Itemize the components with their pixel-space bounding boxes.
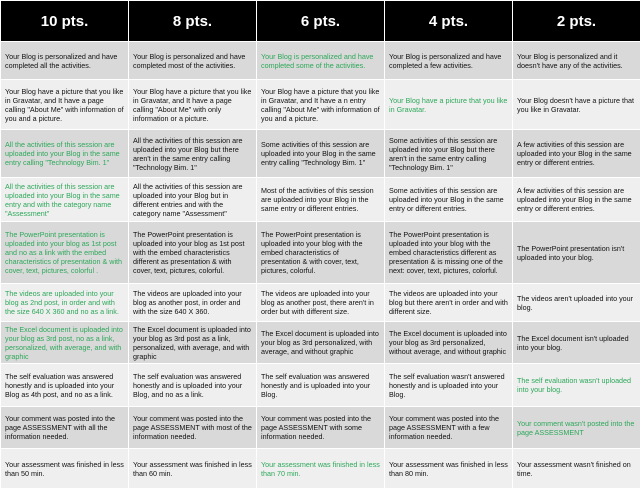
table-cell: Your Blog have a picture that you like in Gravatar, and It have a page calling "About Me" with information of you and a picture.	[1, 80, 129, 130]
table-cell: The PowerPoint presentation isn't uploaded into your blog.	[513, 222, 640, 284]
table-cell: The Excel document is uploaded into your blog as 3rd personalized, with average, and without graphic	[257, 322, 385, 364]
table-cell: The videos are uploaded into your blog but there aren't in order and with different size.	[385, 284, 513, 322]
table-cell: The self evaluation was answered honestly and is uploaded into your Blog, and no as a link.	[129, 364, 257, 407]
table-cell: Your comment wasn't posted into the page ASSESSMENT	[513, 407, 640, 449]
table-cell: All the activities of this session are uploaded into your Blog but there aren't in the same entry calling "Technology Bim. 1"	[129, 130, 257, 178]
header-2-pts: 2 pts.	[513, 1, 640, 42]
table-row	[1, 178, 640, 222]
table-cell: The PowerPoint presentation is uploaded into your blog with the embed characteristics of presentation & with cover, text, pictures, colorful.	[257, 222, 385, 284]
table-cell: All the activities of this session are uploaded into your Blog in the same entry calling "Technology Bim. 1"	[1, 130, 129, 178]
table-cell: The Excel document isn't uploaded into your blog.	[513, 322, 640, 364]
table-cell: The PowerPoint presentation is uploaded into your blog as 1st post and no as a link with the embed characteristics of presentation & with cover, text, pictures, colorful .	[1, 222, 129, 284]
table-row	[1, 284, 640, 322]
table-cell: Your Blog have a picture that you like in Gravatar, and It have a n entry calling "About Me" with information of you and a picture.	[257, 80, 385, 130]
table-cell: Your assessment was finished in less than 60 min.	[129, 449, 257, 489]
table-cell: Your Blog is personalized and have completed most of the activities.	[129, 42, 257, 80]
table-cell: Your comment was posted into the page ASSESSMENT with all the information needed.	[1, 407, 129, 449]
table-row	[1, 222, 640, 284]
table-cell: Your Blog have a picture that you like in Gravatar, and It have a page calling "About Me" with only information or a picture.	[129, 80, 257, 130]
table-cell: Your assessment wasn't finished on time.	[513, 449, 640, 489]
header-6-pts: 6 pts.	[257, 1, 385, 42]
table-cell: The self evaluation was answered honestly and is uploaded into your Blog as 4th post, and no as a link.	[1, 364, 129, 407]
table-cell: Some activities of this session are uploaded into your Blog in the same entry or different entries.	[385, 178, 513, 222]
table-cell: A few activities of this session are uploaded into your Blog in the same entry or different entries.	[513, 130, 640, 178]
table-cell: The Excel document is uploaded into your blog as 3rd post as a link, personalized, with average, and with graphic	[129, 322, 257, 364]
table-cell: The Excel document is uploaded into your blog as 3rd post, no as a link, personalized, with average, and with graphic	[1, 322, 129, 364]
table-row	[1, 364, 640, 407]
table-row	[1, 42, 640, 80]
table-cell: The videos aren't uploaded into your blog.	[513, 284, 640, 322]
table-cell: Your Blog doesn't have a picture that you like in Gravatar.	[513, 80, 640, 130]
table-row	[1, 449, 640, 489]
table-cell: A few activities of this session are uploaded into your Blog in the same entry or different entries.	[513, 178, 640, 222]
table-cell: The videos are uploaded into your blog as another post, in order and with the size 640 X 360.	[129, 284, 257, 322]
table-cell: Your comment was posted into the page ASSESSMENT with most of the information needed.	[129, 407, 257, 449]
table-cell: The Excel document is uploaded into your blog as 3rd personalized, without average, and without graphic	[385, 322, 513, 364]
table-cell: All the activities of this session are uploaded into your Blog in the same entry and with the category name "Assessment"	[1, 178, 129, 222]
header-10-pts: 10 pts.	[1, 1, 129, 42]
table-cell: Some activities of this session are uploaded into your Blog in the same entry calling "Technology Bim. 1"	[257, 130, 385, 178]
table-cell: All the activities of this session are uploaded into your Blog but in different entries and with the category name "Assessment"	[129, 178, 257, 222]
table-cell: Your Blog is personalized and have completed some of the activities.	[257, 42, 385, 80]
table-cell: The videos are uploaded into your blog as 2nd post, in order and with the size 640 X 360 and no as a link.	[1, 284, 129, 322]
table-cell: Your assessment was finished in less than 70 min.	[257, 449, 385, 489]
table-cell: Your assessment was finished in less than 80 min.	[385, 449, 513, 489]
table-cell: Your comment was posted into the page ASSESSMENT with a few information needed.	[385, 407, 513, 449]
table-cell: The PowerPoint presentation is uploaded into your blog as 1st post with the embed characteristics different as presentation & with cover, text, pictures, colorful.	[129, 222, 257, 284]
table-cell: The self evaluation wasn't answered honestly and is uploaded into your Blog.	[385, 364, 513, 407]
table-cell: The videos are uploaded into your blog as another post, there aren't in order but with different size.	[257, 284, 385, 322]
header-4-pts: 4 pts.	[385, 1, 513, 42]
table-row	[1, 322, 640, 364]
table-row	[1, 407, 640, 449]
table-cell: The PowerPoint presentation is uploaded into your blog with the embed characteristics different as presentation & is missing one of the next: cover, text, pictures, colorful.	[385, 222, 513, 284]
table-cell: Your comment was posted into the page ASSESSMENT with some information needed.	[257, 407, 385, 449]
table-row	[1, 130, 640, 178]
table-cell: The self evaluation was answered honestly and is uploaded into your Blog.	[257, 364, 385, 407]
table-cell: Your Blog is personalized and it doesn't have any of the activities.	[513, 42, 640, 80]
table-cell: Your Blog have a picture that you like in Gravatar.	[385, 80, 513, 130]
table-cell: Most of the activities of this session are uploaded into your Blog in the same entry or different entries.	[257, 178, 385, 222]
table-cell: Your Blog is personalized and have completed all the activities.	[1, 42, 129, 80]
table-cell: The self evaluation wasn't uploaded into your blog.	[513, 364, 640, 407]
header-row	[1, 1, 640, 42]
header-8-pts: 8 pts.	[129, 1, 257, 42]
table-cell: Your assessment was finished in less than 50 min.	[1, 449, 129, 489]
table-cell: Some activities of this session are uploaded into your Blog but there aren't in the same entry calling "Technology Bim. 1"	[385, 130, 513, 178]
table-row	[1, 80, 640, 130]
table-cell: Your Blog is personalized and have completed a few activities.	[385, 42, 513, 80]
